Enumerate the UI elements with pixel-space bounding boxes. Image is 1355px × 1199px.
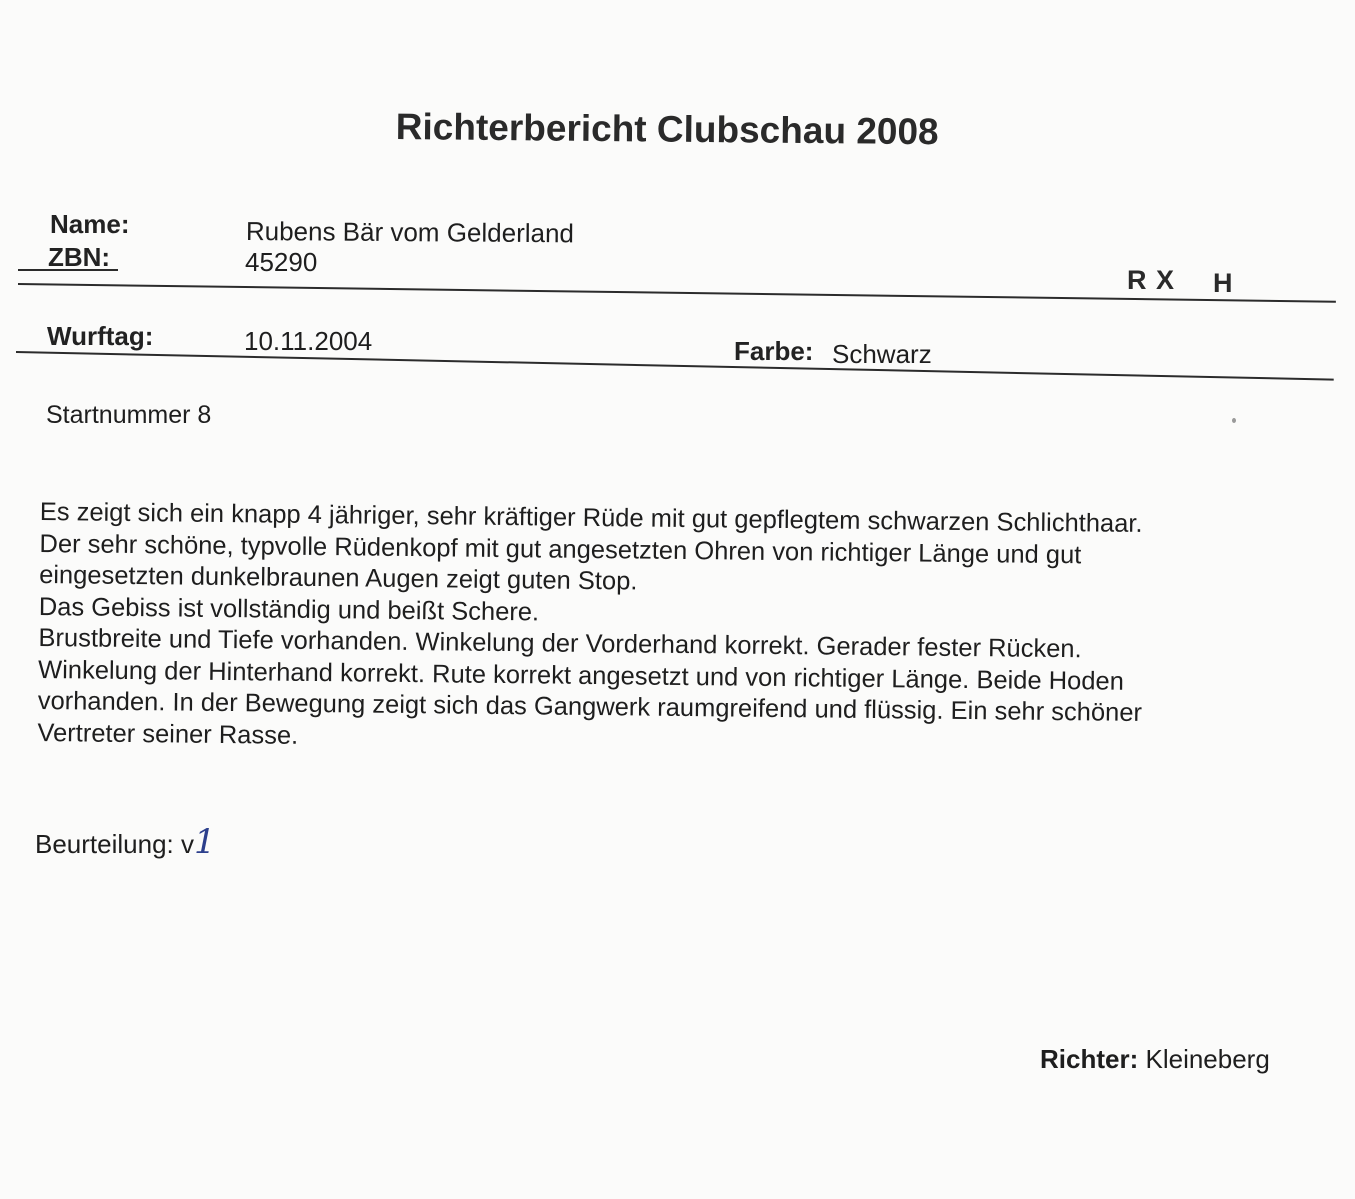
- description-line: Der sehr schöne, typvolle Rüdenkopf mit gut angesetzten Ohren von richtiger Länge und gut: [39, 529, 1082, 569]
- zbn-label: ZBN:: [48, 242, 111, 272]
- judge: [1040, 1044, 1270, 1075]
- farbe-value: Schwarz: [832, 339, 932, 369]
- description-line: vorhanden. In der Bewegung zeigt sich das Gangwerk raumgreifend und flüssig. Ein sehr schöner: [37, 686, 1143, 727]
- page-title: Richterbericht Clubschau 2008: [395, 106, 939, 153]
- name-label: Name:: [50, 209, 130, 239]
- name-value: Rubens Bär vom Gelderland: [245, 216, 575, 249]
- assessment: [35, 822, 216, 862]
- report-description: [37, 497, 1270, 762]
- wurftag-label: Wurftag:: [47, 321, 154, 351]
- header-rule-2: [16, 351, 1334, 381]
- judge-name: Kleineberg: [1145, 1044, 1270, 1074]
- mark-rx: R X: [1127, 265, 1176, 295]
- description-line: Brustbreite und Tiefe vorhanden. Winkelung der Vorderhand korrekt. Gerader fester Rücken.: [38, 623, 1082, 664]
- mark-h: H: [1213, 268, 1234, 298]
- short-rule: [18, 269, 118, 271]
- assessment-grade-handwritten: 1: [194, 822, 216, 862]
- description-line: Winkelung der Hinterhand korrekt. Rute korrekt angesetzt und von richtiger Länge. Beide Hoden: [37, 655, 1125, 696]
- description-line: Es zeigt sich ein knapp 4 jähriger, sehr kräftiger Rüde mit gut gepflegtem schwarzen Schlichthaar.: [39, 497, 1143, 538]
- farbe-label: Farbe:: [734, 336, 814, 366]
- description-line: Das Gebiss ist vollständig und beißt Schere.: [38, 592, 540, 626]
- judge-label: Richter:: [1040, 1044, 1139, 1074]
- zbn-value: 45290: [245, 247, 318, 277]
- description-line: eingesetzten dunkelbraunen Augen zeigt guten Stop.: [39, 560, 638, 596]
- assessment-grade-printed: v: [181, 829, 194, 859]
- assessment-label: Beurteilung:: [35, 829, 174, 859]
- wurftag-value: 10.11.2004: [244, 326, 373, 356]
- scan-speck: [1232, 418, 1236, 423]
- description-line: Vertreter seiner Rasse.: [37, 718, 299, 750]
- start-number: Startnummer 8: [46, 401, 212, 429]
